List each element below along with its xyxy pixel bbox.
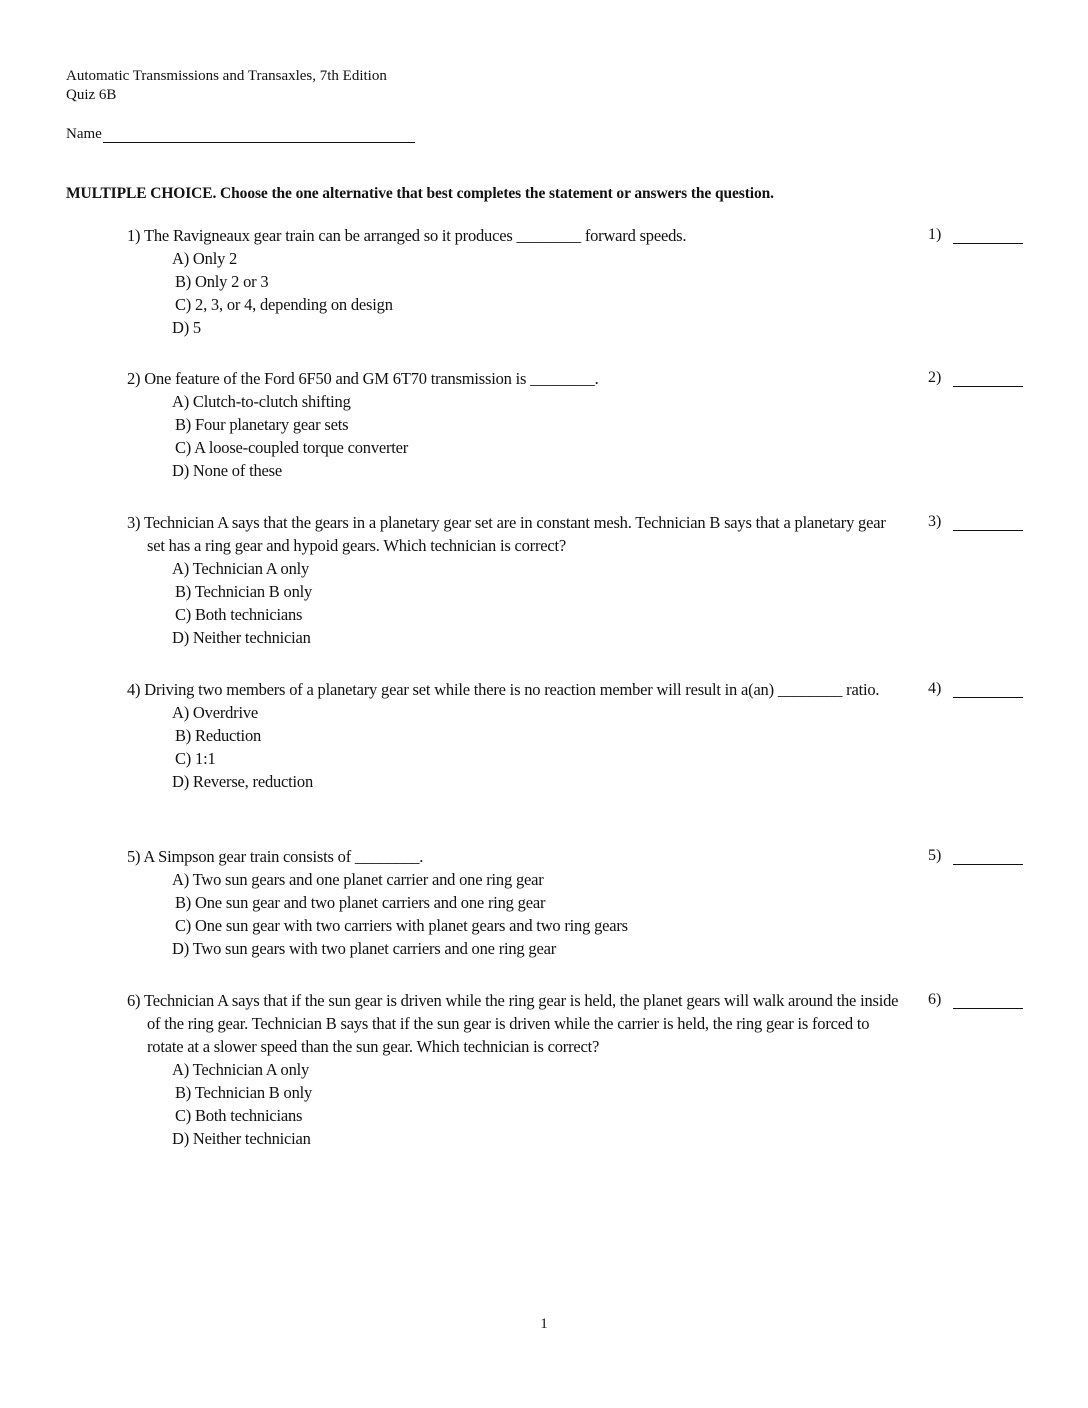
choice-b: B) Four planetary gear sets (175, 415, 349, 434)
name-blank-line[interactable] (103, 125, 415, 143)
answer-number: 6) (928, 991, 942, 1008)
choice-a: A) Clutch-to-clutch shifting (172, 392, 351, 411)
choice-d: D) None of these (172, 461, 282, 480)
answer-slot-2 (928, 369, 1023, 387)
answer-blank[interactable] (953, 231, 1023, 244)
choice-list (127, 868, 907, 960)
choice-list (127, 247, 907, 339)
choice-a: A) Technician A only (172, 559, 310, 578)
answer-blank[interactable] (953, 518, 1023, 531)
choice-b: B) Only 2 or 3 (175, 272, 269, 291)
choice-d: D) Neither technician (172, 1129, 311, 1148)
choice-c: C) One sun gear with two carriers with planet gears and two ring gears (175, 916, 628, 935)
choice-a: A) Technician A only (172, 1060, 310, 1079)
instructions-heading: MULTIPLE CHOICE. Choose the one alternative that best completes the statement or answers the question. (66, 185, 774, 202)
document-header (66, 67, 387, 105)
choice-b: B) One sun gear and two planet carriers and one ring gear (175, 893, 546, 912)
answer-number: 2) (928, 369, 942, 386)
choice-a: A) Only 2 (172, 249, 238, 268)
question-6 (127, 989, 907, 1150)
choice-b: B) Reduction (175, 726, 262, 745)
page-number: 1 (540, 1316, 548, 1332)
choice-c: C) A loose-coupled torque converter (175, 438, 409, 457)
question-stem: 1) The Ravigneaux gear train can be arranged so it produces ________ forward speeds. (127, 226, 687, 245)
question-5 (127, 845, 907, 960)
choice-a: A) Overdrive (172, 703, 259, 722)
choice-d: D) 5 (172, 318, 201, 337)
answer-number: 4) (928, 680, 942, 697)
choice-c: C) Both technicians (175, 605, 303, 624)
answer-number: 3) (928, 513, 942, 530)
answer-number: 1) (928, 226, 942, 243)
question-2 (127, 367, 907, 482)
answer-slot-5 (928, 847, 1023, 865)
question-1 (127, 224, 907, 339)
answer-slot-3 (928, 513, 1023, 531)
choice-list (127, 701, 907, 793)
choice-list (127, 1058, 907, 1150)
quiz-title: Quiz 6B (66, 87, 117, 103)
choice-c: C) 2, 3, or 4, depending on design (175, 295, 393, 314)
book-title: Automatic Transmissions and Transaxles, 7th Edition (66, 68, 387, 84)
answer-blank[interactable] (953, 996, 1023, 1009)
question-stem: 3) Technician A says that the gears in a planetary gear set are in constant mesh. Technician B says that a planetary gear set has a ring gear and hypoid gears. Which technician is correct? (127, 513, 886, 555)
answer-number: 5) (928, 847, 942, 864)
choice-a: A) Two sun gears and one planet carrier and one ring gear (172, 870, 544, 889)
answer-blank[interactable] (953, 374, 1023, 387)
answer-slot-1 (928, 226, 1023, 244)
answer-slot-4 (928, 680, 1023, 698)
choice-c: C) 1:1 (175, 749, 216, 768)
choice-b: B) Technician B only (175, 1083, 313, 1102)
question-3 (127, 511, 907, 649)
question-stem: 4) Driving two members of a planetary gear set while there is no reaction member will result in a(an) ________ ratio. (127, 680, 880, 699)
answer-blank[interactable] (953, 852, 1023, 865)
choice-d: D) Neither technician (172, 628, 311, 647)
question-stem: 5) A Simpson gear train consists of ________. (127, 847, 424, 866)
question-stem: 2) One feature of the Ford 6F50 and GM 6T70 transmission is ________. (127, 369, 599, 388)
choice-d: D) Reverse, reduction (172, 772, 314, 791)
answer-slot-6 (928, 991, 1023, 1009)
answer-blank[interactable] (953, 685, 1023, 698)
choice-list (127, 390, 907, 482)
choice-c: C) Both technicians (175, 1106, 303, 1125)
choice-b: B) Technician B only (175, 582, 313, 601)
question-stem: 6) Technician A says that if the sun gear is driven while the ring gear is held, the planet gears will walk around the inside of the ring gear. Technician B says that if the sun gear is driven while the carrier is held, the ring gear is forced to rotate at a slower speed than the sun gear. Which technician is correct? (127, 991, 899, 1056)
choice-d: D) Two sun gears with two planet carriers and one ring gear (172, 939, 556, 958)
name-label: Name (66, 126, 102, 142)
name-field-row (66, 125, 415, 143)
choice-list (127, 557, 907, 649)
question-4 (127, 678, 907, 793)
